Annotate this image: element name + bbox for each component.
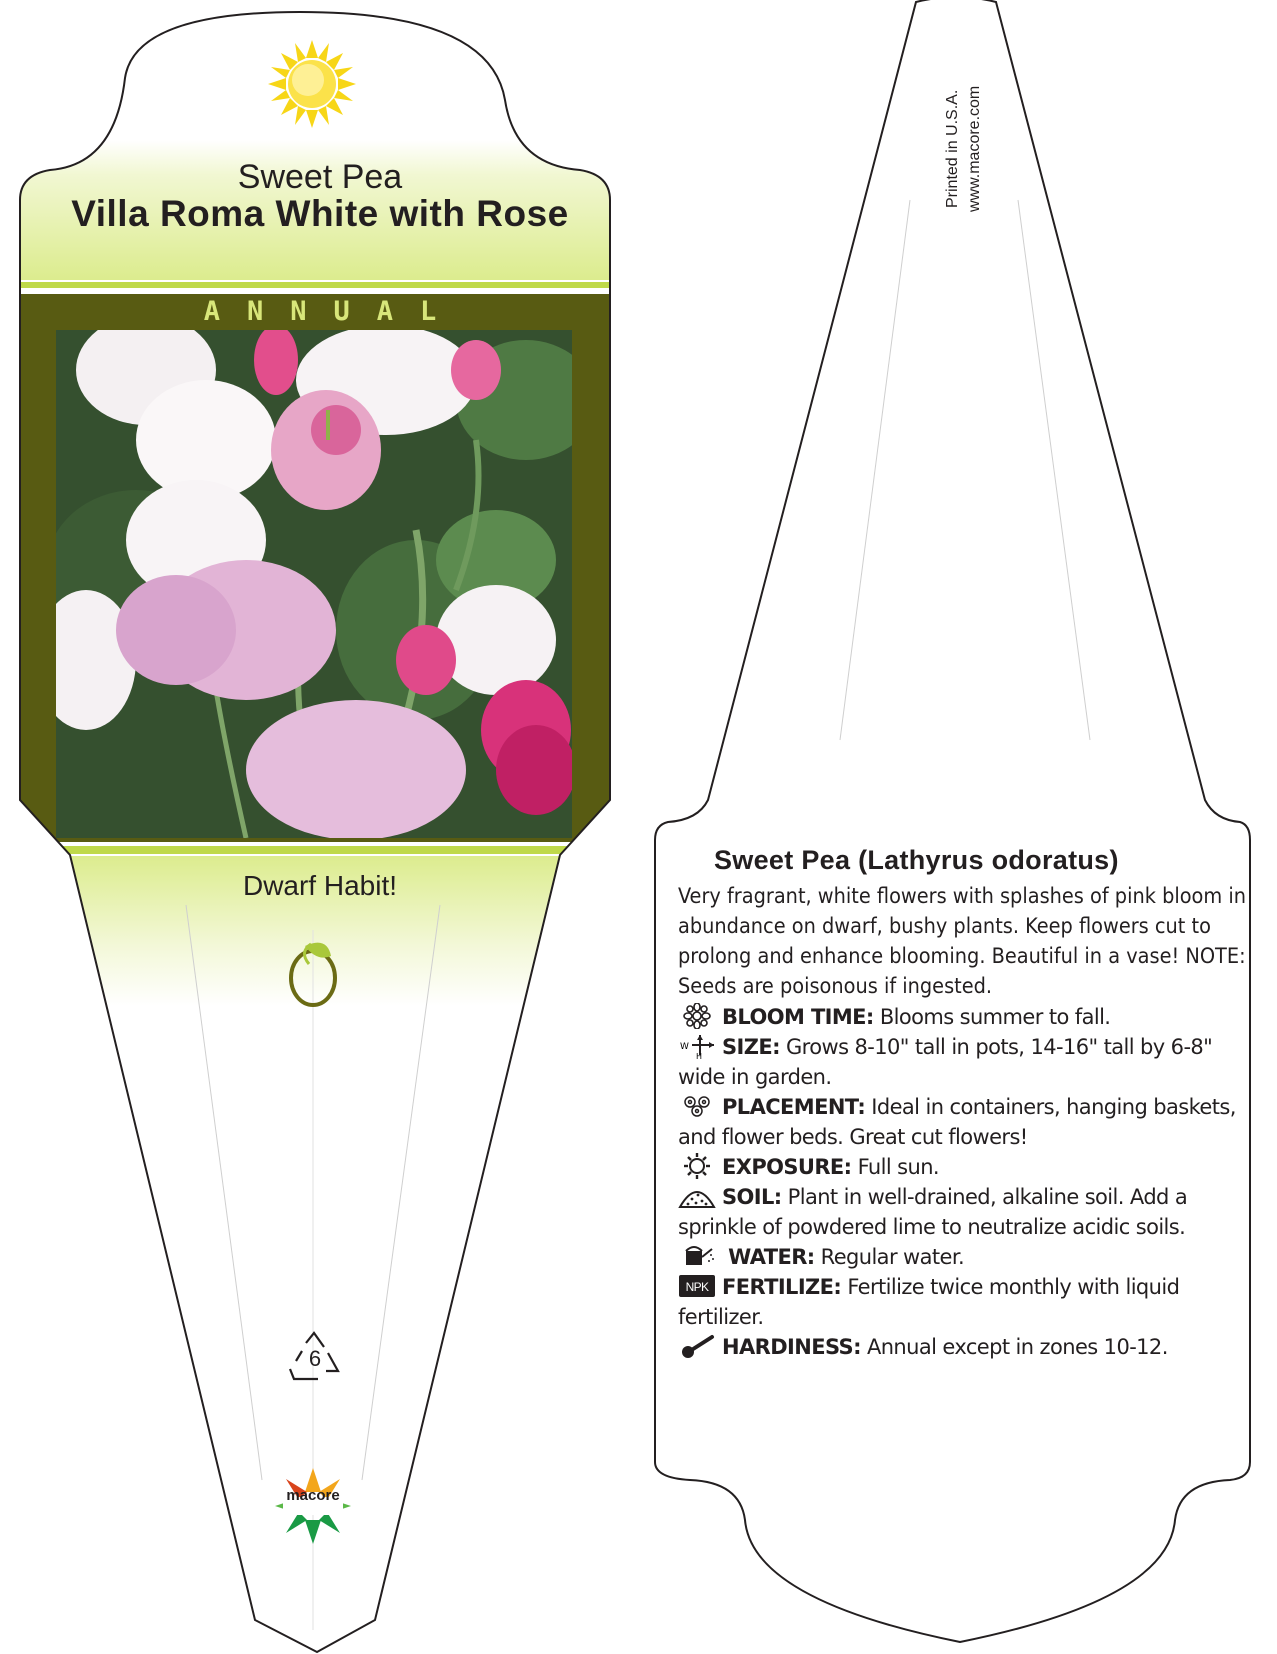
svg-text:W: W xyxy=(680,1042,689,1052)
care-label: FERTILIZE: xyxy=(722,1275,842,1299)
care-text: Plant in well-drained, alkaline soil. Add a sprinkle of powdered lime to neutralize acidic soils. xyxy=(678,1185,1188,1239)
care-placement xyxy=(678,1092,1248,1152)
care-bloom-time xyxy=(678,1002,1248,1032)
care-label: SOIL: xyxy=(722,1185,782,1209)
care-fertilize xyxy=(678,1272,1248,1332)
care-text: Full sun. xyxy=(857,1155,939,1179)
care-label: WATER: xyxy=(728,1245,815,1269)
soil-icon xyxy=(678,1183,716,1209)
back-title: Sweet Pea (Lathyrus odoratus) xyxy=(714,845,1119,875)
back-content xyxy=(678,845,1248,1362)
care-hardiness xyxy=(678,1332,1248,1362)
svg-text:H: H xyxy=(696,1052,702,1059)
care-label: EXPOSURE: xyxy=(722,1155,852,1179)
care-text: Ideal in containers, hanging baskets, and flower beds. Great cut flowers! xyxy=(678,1095,1236,1149)
care-text: Grows 8-10" tall in pots, 14-16" tall by 6-8" wide in garden. xyxy=(678,1035,1213,1089)
npk-icon xyxy=(678,1273,716,1299)
sun-icon xyxy=(268,40,356,128)
care-text: Annual except in zones 10-12. xyxy=(866,1335,1168,1359)
back-tag xyxy=(655,0,1250,1642)
plant-photo xyxy=(56,330,572,838)
sun-icon xyxy=(678,1153,716,1179)
care-label: BLOOM TIME: xyxy=(722,1005,874,1029)
care-size xyxy=(678,1032,1248,1092)
care-label: PLACEMENT: xyxy=(722,1095,866,1119)
thermometer-icon xyxy=(678,1333,716,1359)
npk-icon-text: NPK xyxy=(685,1280,709,1294)
care-soil xyxy=(678,1182,1248,1242)
care-text: Blooms summer to fall. xyxy=(879,1005,1111,1029)
description: Very fragrant, white flowers with splashes of pink bloom in abundance on dwarf, bushy plants. Keep flowers cut to prolong and enhance blooming. Beautiful in a vase! NOTE: Seeds are poisonous if ingested. xyxy=(678,884,1247,999)
feature-text: Dwarf Habit! xyxy=(242,870,398,901)
recycle-number: 6 xyxy=(308,1346,322,1371)
website-text: www.macore.com xyxy=(966,85,983,212)
size-icon xyxy=(678,1033,716,1059)
care-text: Regular water. xyxy=(820,1245,965,1269)
care-water xyxy=(678,1242,1248,1272)
care-label: SIZE: xyxy=(722,1035,780,1059)
placement-icon xyxy=(678,1093,716,1119)
care-text: Fertilize twice monthly with liquid fertilizer. xyxy=(678,1275,1180,1329)
care-label: HARDINESS: xyxy=(722,1335,861,1359)
brand-name: macore xyxy=(286,1487,340,1504)
watering-can-icon xyxy=(678,1243,716,1269)
printed-in-text: Printed in U.S.A. xyxy=(944,89,961,208)
care-exposure xyxy=(678,1152,1248,1182)
variety-name: Villa Roma White with Rose xyxy=(71,193,569,234)
macore-logo xyxy=(275,1468,351,1544)
common-name: Sweet Pea xyxy=(237,158,403,196)
plant-category: ANNUAL xyxy=(203,296,464,327)
flower-icon xyxy=(678,1003,716,1029)
